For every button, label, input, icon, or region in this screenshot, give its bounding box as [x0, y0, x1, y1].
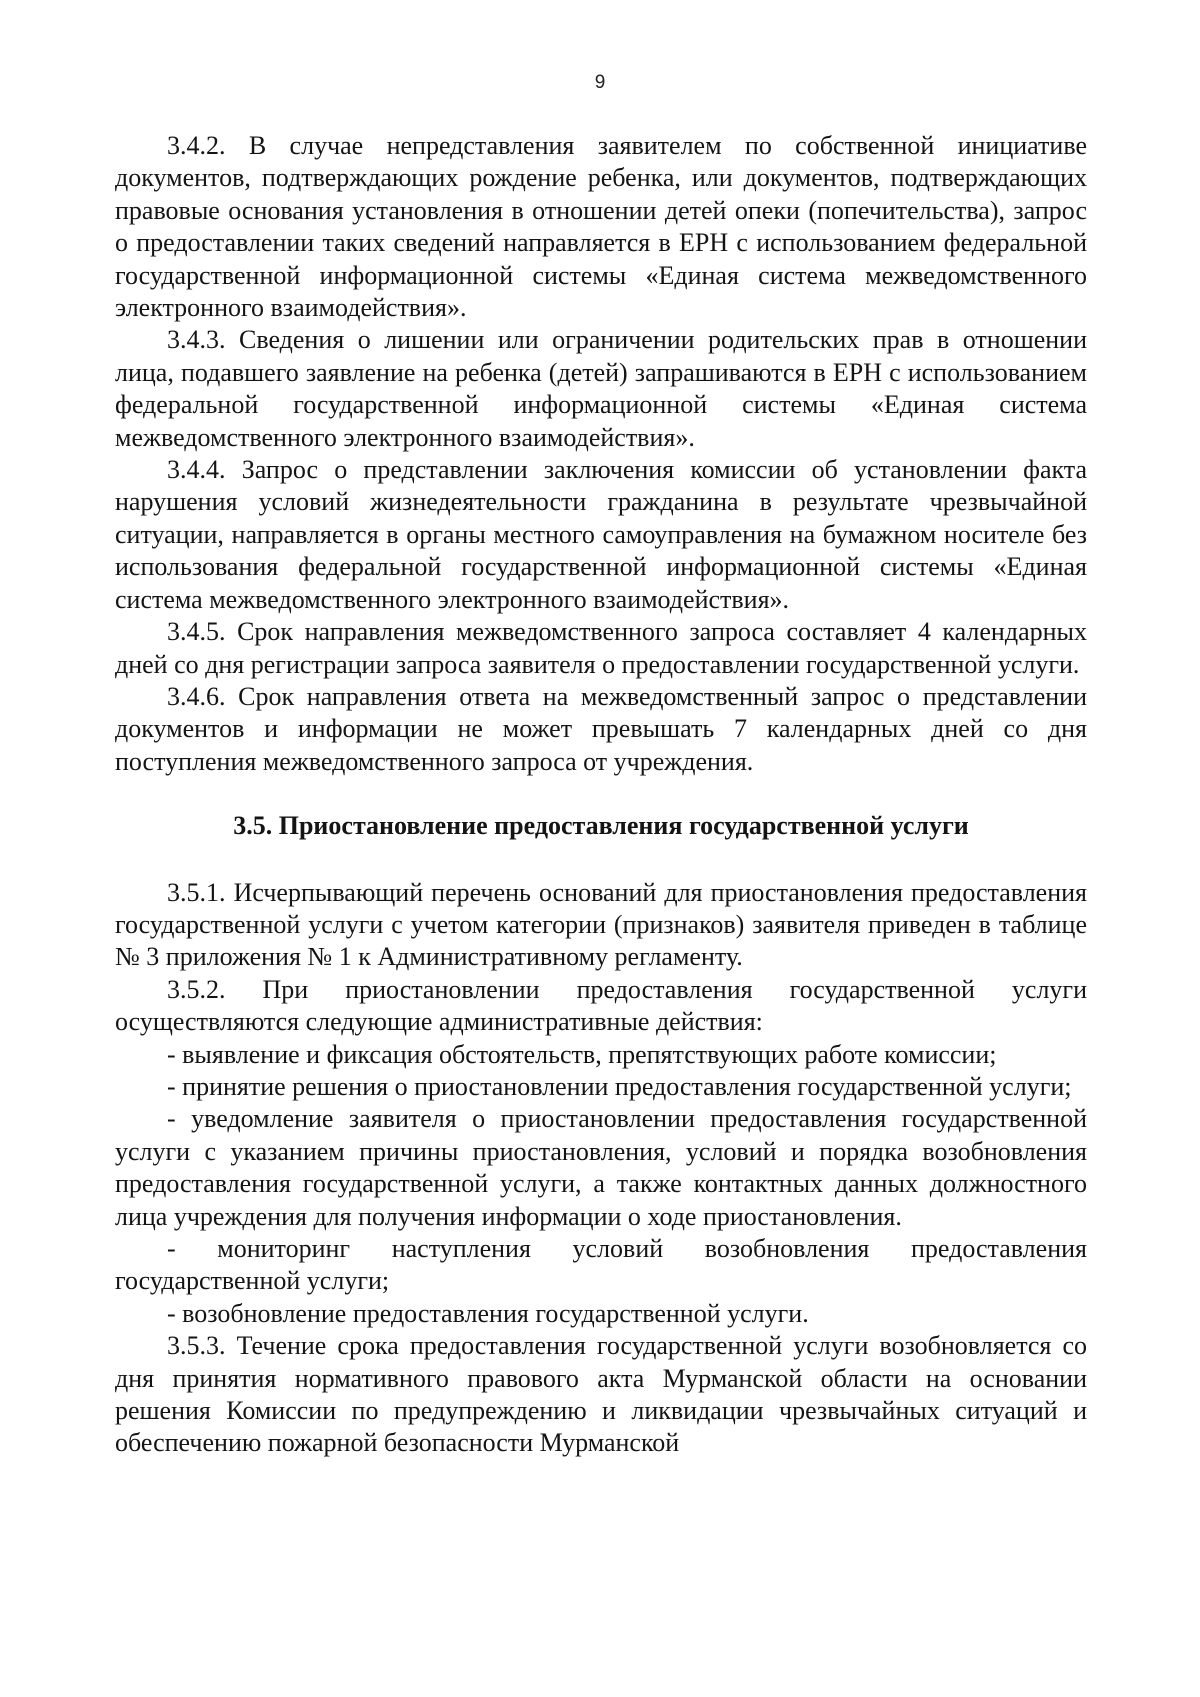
paragraph-3-5-2: 3.5.2. При приостановлении предоставления государственной услуги осуществляются следующие административные действия: — [115, 974, 1087, 1037]
list-item-monitoring: - мониторинг наступления условий возобновления предоставления государственной услуги; — [115, 1234, 1087, 1296]
paragraph-3-4-2: 3.4.2. В случае непредставления заявителем по собственной инициативе документов, подтверждающих рождение ребенка, или документов, подтверждающих правовые основания установления в отношении детей опеки (попечительства), запрос о предоставлении таких сведений направляется в ЕРН с использованием федеральной государственной информационной системы «Единая система межведомственного электронного взаимодействия». — [115, 131, 1087, 323]
paragraph-3-5-1: 3.5.1. Исчерпывающий перечень оснований для приостановления предоставления государственной услуги с учетом категории (признаков) заявителя приведен в таблице № 3 приложения № 1 к Административному регламенту. — [115, 877, 1087, 972]
list-item-detection: - выявление и фиксация обстоятельств, препятствующих работе комиссии; — [167, 1039, 997, 1069]
list-item-resumption: - возобновление предоставления государственной услуги. — [167, 1298, 809, 1328]
page-number: 9 — [594, 72, 606, 93]
section-title: 3.5. Приостановление предоставления государственной услуги — [233, 811, 969, 841]
document-body — [115, 130, 1087, 1460]
list-item-notification: - уведомление заявителя о приостановлении предоставления государственной услуги с указанием причины приостановления, условий и порядка возобновления предоставления государственной услуги, а также контактных данных должностного лица учреждения для получения информации о ходе приостановления. — [115, 1104, 1087, 1231]
paragraph-3-4-4: 3.4.4. Запрос о представлении заключения комиссии об установлении факта нарушения условий жизнедеятельности гражданина в результате чрезвычайной ситуации, направляется в органы местного самоуправления на бумажном носителе без использования федеральной государственной информационной системы «Единая система межведомственного электронного взаимодействия». — [115, 455, 1087, 614]
list-item-decision: - принятие решения о приостановлении предоставления государственной услуги; — [167, 1071, 1072, 1101]
paragraph-3-4-6: 3.4.6. Срок направления ответа на межведомственный запрос о представлении документов и информации не может превышать 7 календарных дней со дня поступления межведомственного запроса от учреждения. — [115, 681, 1087, 776]
paragraph-3-4-3: 3.4.3. Сведения о лишении или ограничении родительских прав в отношении лица, подавшего заявление на ребенка (детей) запрашиваются в ЕРН с использованием федеральной государственной информационной системы «Единая система межведомственного электронного взаимодействия». — [115, 325, 1087, 452]
paragraph-3-5-3: 3.5.3. Течение срока предоставления государственной услуги возобновляется со дня принятия нормативного правового акта Мурманской области на основании решения Комиссии по предупреждению и ликвидации чрезвычайных ситуаций и обеспечению пожарной безопасности Мурманской — [115, 1331, 1087, 1458]
paragraph-3-4-5: 3.4.5. Срок направления межведомственного запроса составляет 4 календарных дней со дня регистрации запроса заявителя о предоставлении государственной услуги. — [115, 617, 1087, 679]
